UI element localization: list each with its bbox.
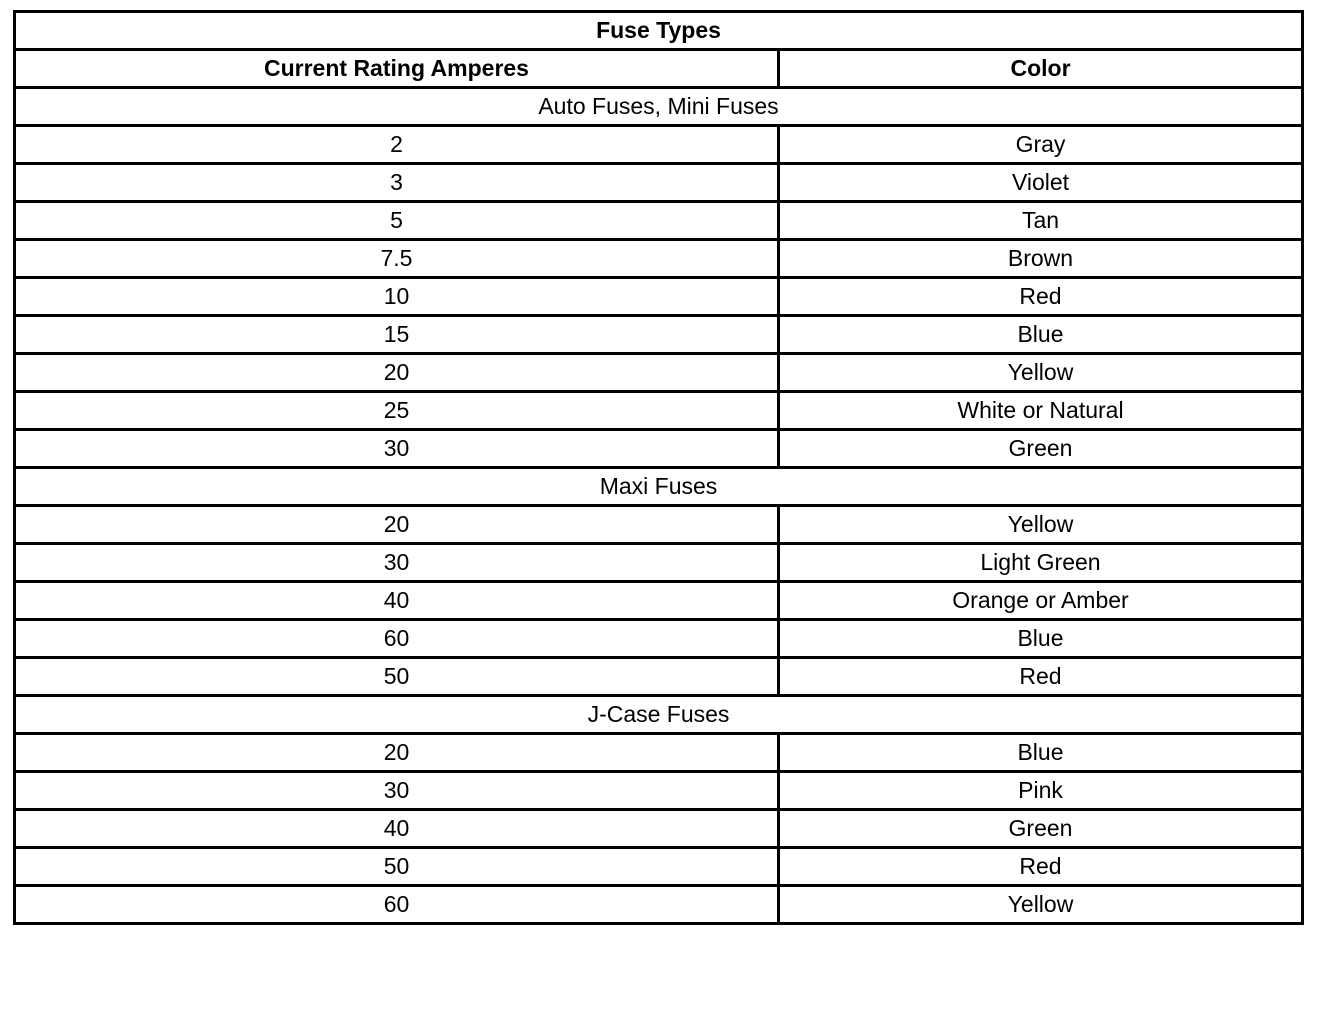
- current-rating-cell: 7.5: [15, 240, 779, 278]
- current-rating-cell: 50: [15, 848, 779, 886]
- current-rating-cell: 60: [15, 886, 779, 924]
- color-cell: Yellow: [779, 886, 1303, 924]
- section-row: [15, 468, 1303, 506]
- header-row: [15, 50, 1303, 88]
- color-cell: Green: [779, 810, 1303, 848]
- table-row: [15, 848, 1303, 886]
- color-cell: Pink: [779, 772, 1303, 810]
- current-rating-cell: 25: [15, 392, 779, 430]
- table-row: [15, 202, 1303, 240]
- section-row: [15, 696, 1303, 734]
- fuse-types-table: [13, 10, 1304, 925]
- table-row: [15, 392, 1303, 430]
- table-row: [15, 772, 1303, 810]
- table-row: [15, 886, 1303, 924]
- table-row: [15, 430, 1303, 468]
- table-row: [15, 658, 1303, 696]
- section-name: J-Case Fuses: [15, 696, 1303, 734]
- current-rating-cell: 2: [15, 126, 779, 164]
- color-cell: Red: [779, 658, 1303, 696]
- color-cell: Blue: [779, 316, 1303, 354]
- section-name: Auto Fuses, Mini Fuses: [15, 88, 1303, 126]
- current-rating-cell: 20: [15, 354, 779, 392]
- table-title: Fuse Types: [15, 12, 1303, 50]
- current-rating-cell: 60: [15, 620, 779, 658]
- table-row: [15, 316, 1303, 354]
- table-row: [15, 354, 1303, 392]
- current-rating-cell: 40: [15, 582, 779, 620]
- color-cell: White or Natural: [779, 392, 1303, 430]
- current-rating-cell: 20: [15, 734, 779, 772]
- current-rating-cell: 30: [15, 772, 779, 810]
- color-cell: Red: [779, 848, 1303, 886]
- section-name: Maxi Fuses: [15, 468, 1303, 506]
- current-rating-header: Current Rating Amperes: [15, 50, 779, 88]
- section-row: [15, 88, 1303, 126]
- current-rating-cell: 10: [15, 278, 779, 316]
- color-cell: Light Green: [779, 544, 1303, 582]
- current-rating-cell: 30: [15, 544, 779, 582]
- title-row: [15, 12, 1303, 50]
- table-row: [15, 506, 1303, 544]
- current-rating-cell: 5: [15, 202, 779, 240]
- table-row: [15, 620, 1303, 658]
- color-cell: Yellow: [779, 506, 1303, 544]
- table-row: [15, 278, 1303, 316]
- color-header: Color: [779, 50, 1303, 88]
- color-cell: Gray: [779, 126, 1303, 164]
- current-rating-cell: 3: [15, 164, 779, 202]
- current-rating-cell: 40: [15, 810, 779, 848]
- table-row: [15, 126, 1303, 164]
- color-cell: Tan: [779, 202, 1303, 240]
- fuse-table-body: [15, 12, 1303, 924]
- table-row: [15, 544, 1303, 582]
- current-rating-cell: 50: [15, 658, 779, 696]
- color-cell: Violet: [779, 164, 1303, 202]
- table-row: [15, 164, 1303, 202]
- table-row: [15, 582, 1303, 620]
- color-cell: Green: [779, 430, 1303, 468]
- color-cell: Blue: [779, 620, 1303, 658]
- current-rating-cell: 15: [15, 316, 779, 354]
- color-cell: Blue: [779, 734, 1303, 772]
- color-cell: Orange or Amber: [779, 582, 1303, 620]
- color-cell: Yellow: [779, 354, 1303, 392]
- table-row: [15, 810, 1303, 848]
- color-cell: Red: [779, 278, 1303, 316]
- table-row: [15, 734, 1303, 772]
- table-row: [15, 240, 1303, 278]
- color-cell: Brown: [779, 240, 1303, 278]
- current-rating-cell: 30: [15, 430, 779, 468]
- current-rating-cell: 20: [15, 506, 779, 544]
